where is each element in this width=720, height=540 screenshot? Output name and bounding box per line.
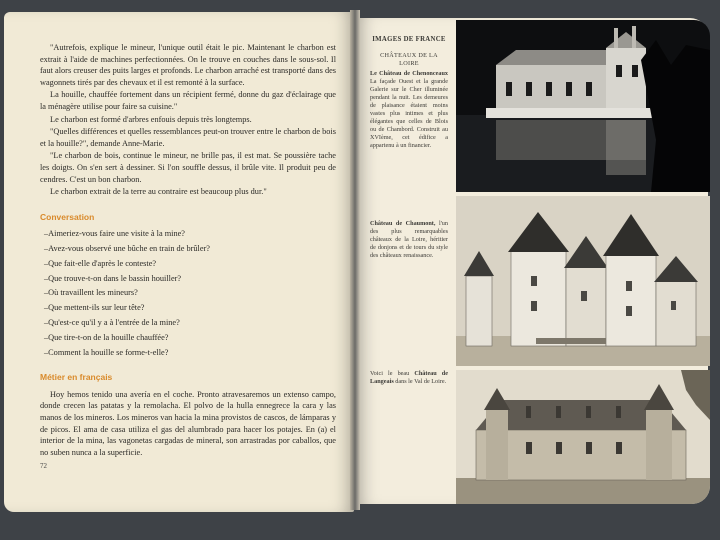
photo-chaumont (456, 196, 710, 366)
list-item: –Que trouve-t-on dans le bassin houiller? (44, 273, 182, 283)
list-item: –Que fait-elle d'après le conteste? (44, 258, 157, 268)
paragraph: "Autrefois, explique le mineur, l'unique outil était le pic. Maintenant le charbon est extrait à l'aide de machines perfectionnées. On le trouve en couches dans le sous-sol. Il faut alors creuser des puits larges et profonds. Le charbon arraché est transporté dans des wagonnets tirés par des chevaux et il est remonté à la surface. (40, 43, 336, 87)
caption-title: Château de Chaumont, (370, 220, 436, 227)
caption-text: La façade Ouest et la grande Galerie sur le Cher illuminée pendant la nuit. Les demeures de plaisance étaient moins vastes plus intimes et plus élégantes que celles de Blois ou de Chambord. Construit au XVIème, cet édifice a appartenu à un financier. (370, 78, 448, 149)
book-gutter (350, 10, 360, 510)
langeais-illustration (456, 370, 710, 504)
section-header: IMAGES DE FRANCE (372, 36, 446, 43)
chaumont-illustration (456, 196, 710, 366)
caption-prefix: Voici le beau (370, 370, 410, 377)
caption-column (370, 36, 448, 386)
caption-text: dans le Val de Loire. (395, 378, 447, 385)
paragraph: Le charbon extrait de la terre au contraire est beaucoup plus dur." (50, 187, 267, 197)
paragraph: Le charbon est formé d'arbres enfouis depuis très longtemps. (50, 114, 252, 124)
photo-langeais (456, 370, 710, 504)
caption-langeais (370, 370, 448, 386)
caption-title: Château de Langeais (370, 370, 448, 385)
chenonceaux-illustration (456, 20, 710, 192)
list-item: –Que tire-t-on de la houille chauffée? (44, 332, 169, 342)
paragraph: "Le charbon de bois, continue le mineur, ne brille pas, il est mat. Se poussière tache les doigts. On s'en sert à dessiner. Si l'on souffle dessus, il brûle vite. Il produit peu de cendres. C'est un bon charbon. (40, 151, 336, 184)
caption-title: Le Château de Chenonceaux (370, 70, 448, 77)
metier-heading: Métier en français (40, 372, 113, 383)
list-item: –Qu'est-ce qu'il y a à l'entrée de la mine? (44, 318, 180, 327)
paragraph: La houille, chauffée fortement dans un récipient fermé, donne du gaz d'éclairage que la ménagère utilise pour faire sa cuisine." (40, 90, 336, 111)
page-number: 72 (40, 462, 47, 470)
list-item: –Aimeriez-vous faire une visite à la mine? (44, 229, 185, 239)
list-item: –Où travaillent les mineurs? (44, 288, 138, 298)
caption-text: l'un des plus remarquables châteaux de la Loire, héritier de donjons et de tours du style des châteaux renaissance. (370, 220, 448, 259)
section-subheader: CHÂTEAUX DE LA LOIRE (380, 52, 438, 67)
list-item: –Avez-vous observé une bûche en train de brûler? (44, 244, 210, 254)
list-item: –Que mettent-ils sur leur tête? (44, 303, 145, 313)
conversation-heading: Conversation (40, 211, 95, 222)
left-page-text (40, 42, 336, 459)
list-item: –Comment la houille se forme-t-elle? (44, 347, 169, 357)
caption-chaumont (370, 220, 448, 260)
conversation-list (40, 228, 336, 358)
photo-chenonceaux (456, 20, 710, 192)
caption-chenonceaux (370, 70, 448, 150)
paragraph: "Quelles différences et quelles ressemblances peut-on trouver entre le charbon de bois et la houille?", demande Anne-Marie. (40, 127, 336, 148)
metier-paragraph: Hoy hemos tenido una avería en el coche. Pronto atravesaremos un extenso campo, donde crecen las patatas y la remolacha. El polvo de la hulla ennegrece la cara y las manos de los mineros. Los mineros van hacia la mina provistos de cascos, de lámparas y de picos. El ama de casa utiliza el gas del alumbrado para hacer los potajes. En (a) el interior de la mina, las vagonetas cargadas de mineral, son arrastradas por caballos, que no suben nunca a la superficie. (40, 389, 336, 457)
